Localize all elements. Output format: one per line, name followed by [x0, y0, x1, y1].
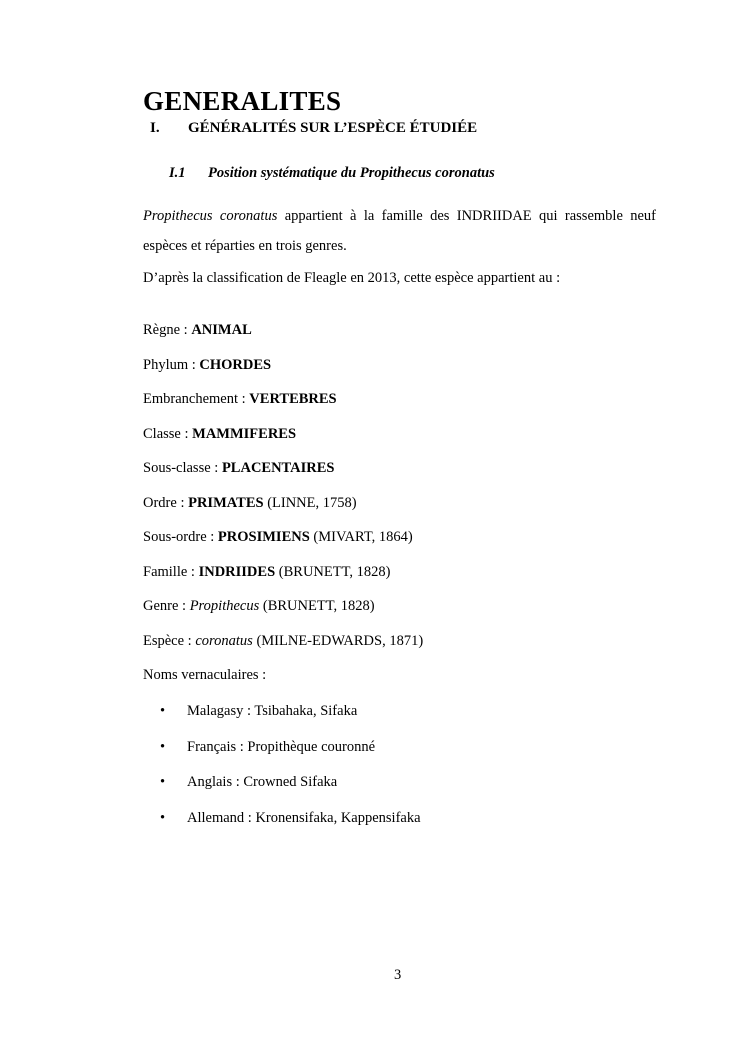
chapter-title: GENERALITES [143, 86, 342, 116]
vernacular-name: Anglais : Crowned Sifaka [187, 774, 338, 790]
classification-item [143, 460, 334, 477]
subsection-number: I.1 [169, 165, 186, 181]
species-name: Propithecus coronatus [143, 208, 278, 224]
vernacular-name: Allemand : Kronensifaka, Kappensifaka [187, 809, 421, 826]
taxon-name: MAMMIFERES [192, 425, 297, 442]
vernacular-item [160, 774, 337, 791]
rank-label: Embranchement : [143, 391, 250, 407]
rank-label: Sous-ordre : [143, 529, 218, 545]
vernacular-label: Noms vernaculaires : [143, 667, 267, 683]
taxon-name: Propithecus [189, 598, 260, 614]
classification-intro: D’après la classification de Fleagle en 2013, cette espèce appartient au : [143, 270, 561, 286]
vernacular-item [160, 703, 357, 720]
rank-label: Ordre : [143, 494, 189, 511]
taxon-name: VERTEBRES [249, 391, 337, 407]
rank-label: Espèce : [143, 632, 196, 649]
classification-item [143, 495, 357, 512]
taxon-name: ANIMAL [191, 322, 252, 338]
taxon-name: PLACENTAIRES [221, 460, 335, 476]
taxon-name: CHORDES [199, 356, 272, 373]
vernacular-item [160, 810, 421, 827]
classification-item [143, 357, 271, 374]
taxon-name: PROSIMIENS [217, 529, 310, 545]
taxon-author: (BRUNETT, 1828) [259, 598, 375, 614]
vernacular-item [160, 739, 375, 756]
rank-label: Classe : [143, 425, 193, 442]
section-number: I. [150, 120, 160, 136]
bullet-icon: • [160, 703, 166, 719]
taxon-author: (BRUNETT, 1828) [275, 563, 391, 580]
bullet-icon: • [160, 738, 166, 755]
taxon-author: (LINNE, 1758) [263, 494, 357, 511]
classification-item [143, 391, 337, 408]
taxon-author: (MILNE-EDWARDS, 1871) [252, 632, 424, 649]
intro-text: appartient à la famille des INDRIIDAE qui rassemble neuf espèces et réparties en trois genres. [143, 208, 657, 254]
classification-item [143, 598, 375, 615]
classification-item [143, 426, 296, 443]
section-title: GÉNÉRALITÉS SUR L’ESPÈCE ÉTUDIÉE [188, 120, 478, 136]
classification-item [143, 322, 252, 339]
vernacular-name: Malagasy : Tsibahaka, Sifaka [187, 703, 358, 719]
classification-item [143, 633, 423, 650]
rank-label: Sous-classe : [143, 460, 222, 476]
classification-item [143, 564, 390, 581]
taxon-name: PRIMATES [188, 494, 264, 511]
taxon-name: coronatus [195, 632, 253, 649]
rank-label: Genre : [143, 598, 190, 614]
classification-item [143, 529, 413, 546]
rank-label: Famille : [143, 563, 199, 580]
page-number: 3 [394, 967, 402, 983]
intro-paragraph [143, 201, 656, 261]
rank-label: Règne : [143, 322, 192, 338]
section-heading [150, 120, 477, 137]
subsection-title: Position systématique du Propithecus coronatus [208, 165, 495, 181]
vernacular-name: Français : Propithèque couronné [187, 738, 376, 755]
bullet-icon: • [160, 809, 166, 826]
taxon-name: INDRIIDES [198, 563, 276, 580]
rank-label: Phylum : [143, 356, 200, 373]
subsection-heading [169, 165, 495, 182]
taxon-author: (MIVART, 1864) [309, 529, 413, 545]
bullet-icon: • [160, 774, 166, 790]
